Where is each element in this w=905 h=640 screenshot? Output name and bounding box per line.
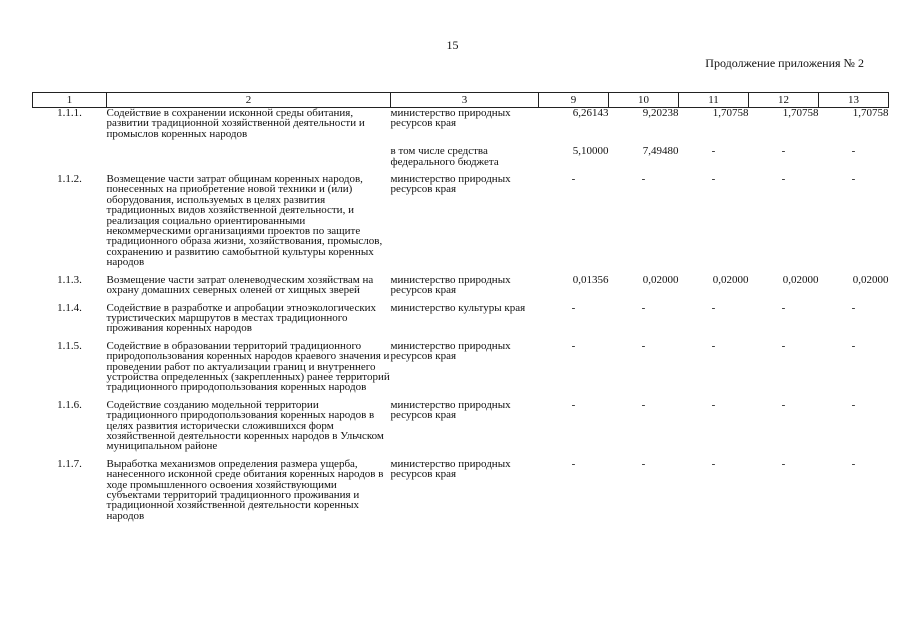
row-executor: министерство природных ресурсов края [390, 107, 511, 130]
value-col-13: 0,02000 [852, 273, 889, 286]
column-header: 9 [539, 93, 609, 108]
value-col-9: - [571, 301, 576, 314]
row-executor: министерство природных ресурсов края [390, 173, 511, 196]
row-executor: министерство природных ресурсов края [390, 339, 511, 363]
continuation-label: Продолжение приложения № 2 [705, 56, 864, 70]
value-col-11: 1,70758 [712, 107, 749, 119]
value-col-10: - [641, 173, 646, 186]
table-row [33, 275, 889, 303]
table-row [33, 400, 889, 459]
row-description: Содействие в сохранении исконной среды обитания, развитии традиционной хозяйственной деятельности и промыслов коренных народов [106, 107, 365, 140]
value-col-9: - [571, 339, 576, 352]
value-col-12: - [781, 301, 786, 314]
value-col-11: - [711, 398, 716, 411]
row-executor: министерство природных ресурсов края [390, 398, 511, 422]
value-col-12: - [781, 339, 786, 352]
value-col-10: - [641, 339, 646, 352]
table-row [33, 146, 889, 174]
value-col-13: - [851, 173, 856, 186]
value-col-9: - [571, 398, 576, 411]
column-header: 2 [107, 93, 391, 108]
value-col-11: - [711, 145, 716, 158]
row-description: Возмещение части затрат общинам коренных народов, понесенных на приобретение новой техники и (или) оборудования, используемых в целях развития традиционных видов хозяйственной деятельности, и реализация социально ориентированными некоммерческими организациями проектов по защите традиционного образа жизни, хозяйствования, промыслов, сохранению и развитию самобытной культуры коренных народов [106, 173, 383, 269]
column-header: 1 [33, 93, 107, 108]
value-col-10: 9,20238 [642, 107, 679, 119]
row-description: Выработка механизмов определения размера ущерба, нанесенного исконной среде обитания коренных народов в ходе промышленного освоения хозяйствующими субъектами территорий традиционного проживания и традиционной хозяйственной деятельности коренных народов [106, 457, 384, 522]
value-col-9: - [571, 173, 576, 186]
table-row [33, 341, 889, 400]
table-row [33, 108, 889, 147]
value-col-11: - [711, 339, 716, 352]
value-col-12: 1,70758 [782, 107, 819, 119]
value-col-10: - [641, 301, 646, 314]
row-executor: министерство культуры края [390, 301, 526, 314]
value-col-10: 0,02000 [642, 273, 679, 286]
column-header: 12 [749, 93, 819, 108]
row-number: 1.1.2. [57, 173, 82, 186]
column-header: 11 [679, 93, 749, 108]
row-description [107, 146, 391, 174]
value-col-9: 0,01356 [572, 273, 609, 286]
value-col-13: - [851, 145, 856, 158]
column-header: 10 [609, 93, 679, 108]
value-col-13: - [851, 301, 856, 314]
row-number: 1.1.5. [57, 339, 82, 352]
value-col-11: 0,02000 [712, 273, 749, 286]
value-col-11: - [711, 457, 716, 470]
value-col-11: - [711, 173, 716, 186]
row-executor: в том числе средства федерального бюджета [390, 145, 499, 168]
column-header: 3 [391, 93, 539, 108]
row-description: Содействие созданию модельной территории традиционного природопользования коренных народов в целях развития исторически сложившихся форм хозяйственной деятельности коренных народов в Ульчском муниципальном районе [106, 398, 384, 453]
value-col-13: 1,70758 [852, 107, 889, 119]
row-executor: министерство природных ресурсов края [390, 457, 511, 481]
value-col-10: 7,49480 [642, 145, 679, 158]
row-executor: министерство природных ресурсов края [390, 273, 511, 297]
table-row [33, 303, 889, 341]
value-col-11: - [711, 301, 716, 314]
value-col-13: - [851, 457, 856, 470]
value-col-9: - [571, 457, 576, 470]
row-description: Возмещение части затрат оленеводческим хозяйствам на охрану домашних северных оленей от хищных зверей [106, 273, 374, 297]
table-header-row [33, 93, 889, 108]
row-number: 1.1.6. [57, 398, 82, 411]
value-col-12: 0,02000 [782, 273, 819, 286]
page-number: 15 [446, 38, 459, 52]
row-number: 1.1.4. [57, 301, 82, 314]
value-col-13: - [851, 398, 856, 411]
row-description: Содействие в образовании территорий традиционного природопользования коренных народов краевого значения и проведении работ по актуализации границ и внутреннего устройства определенных (закрепленных) ранее территорий традиционного природопользования коренных народов [106, 339, 390, 394]
row-number: 1.1.7. [57, 457, 82, 470]
value-col-9: 6,26143 [572, 107, 609, 119]
value-col-13: - [851, 339, 856, 352]
value-col-10: - [641, 457, 646, 470]
value-col-9: 5,10000 [572, 145, 609, 158]
row-number: 1.1.3. [57, 273, 82, 286]
value-col-10: - [641, 398, 646, 411]
row-description: Содействие в разработке и апробации этноэкологических туристических маршрутов в местах традиционного проживания коренных народов [106, 301, 377, 335]
value-col-12: - [781, 398, 786, 411]
column-header: 13 [819, 93, 889, 108]
value-col-12: - [781, 173, 786, 186]
value-col-12: - [781, 457, 786, 470]
row-number: 1.1.1. [57, 107, 82, 119]
table-row [33, 459, 889, 528]
row-number [33, 146, 107, 174]
table-row [33, 174, 889, 275]
appendix-table [32, 92, 889, 528]
value-col-12: - [781, 145, 786, 158]
